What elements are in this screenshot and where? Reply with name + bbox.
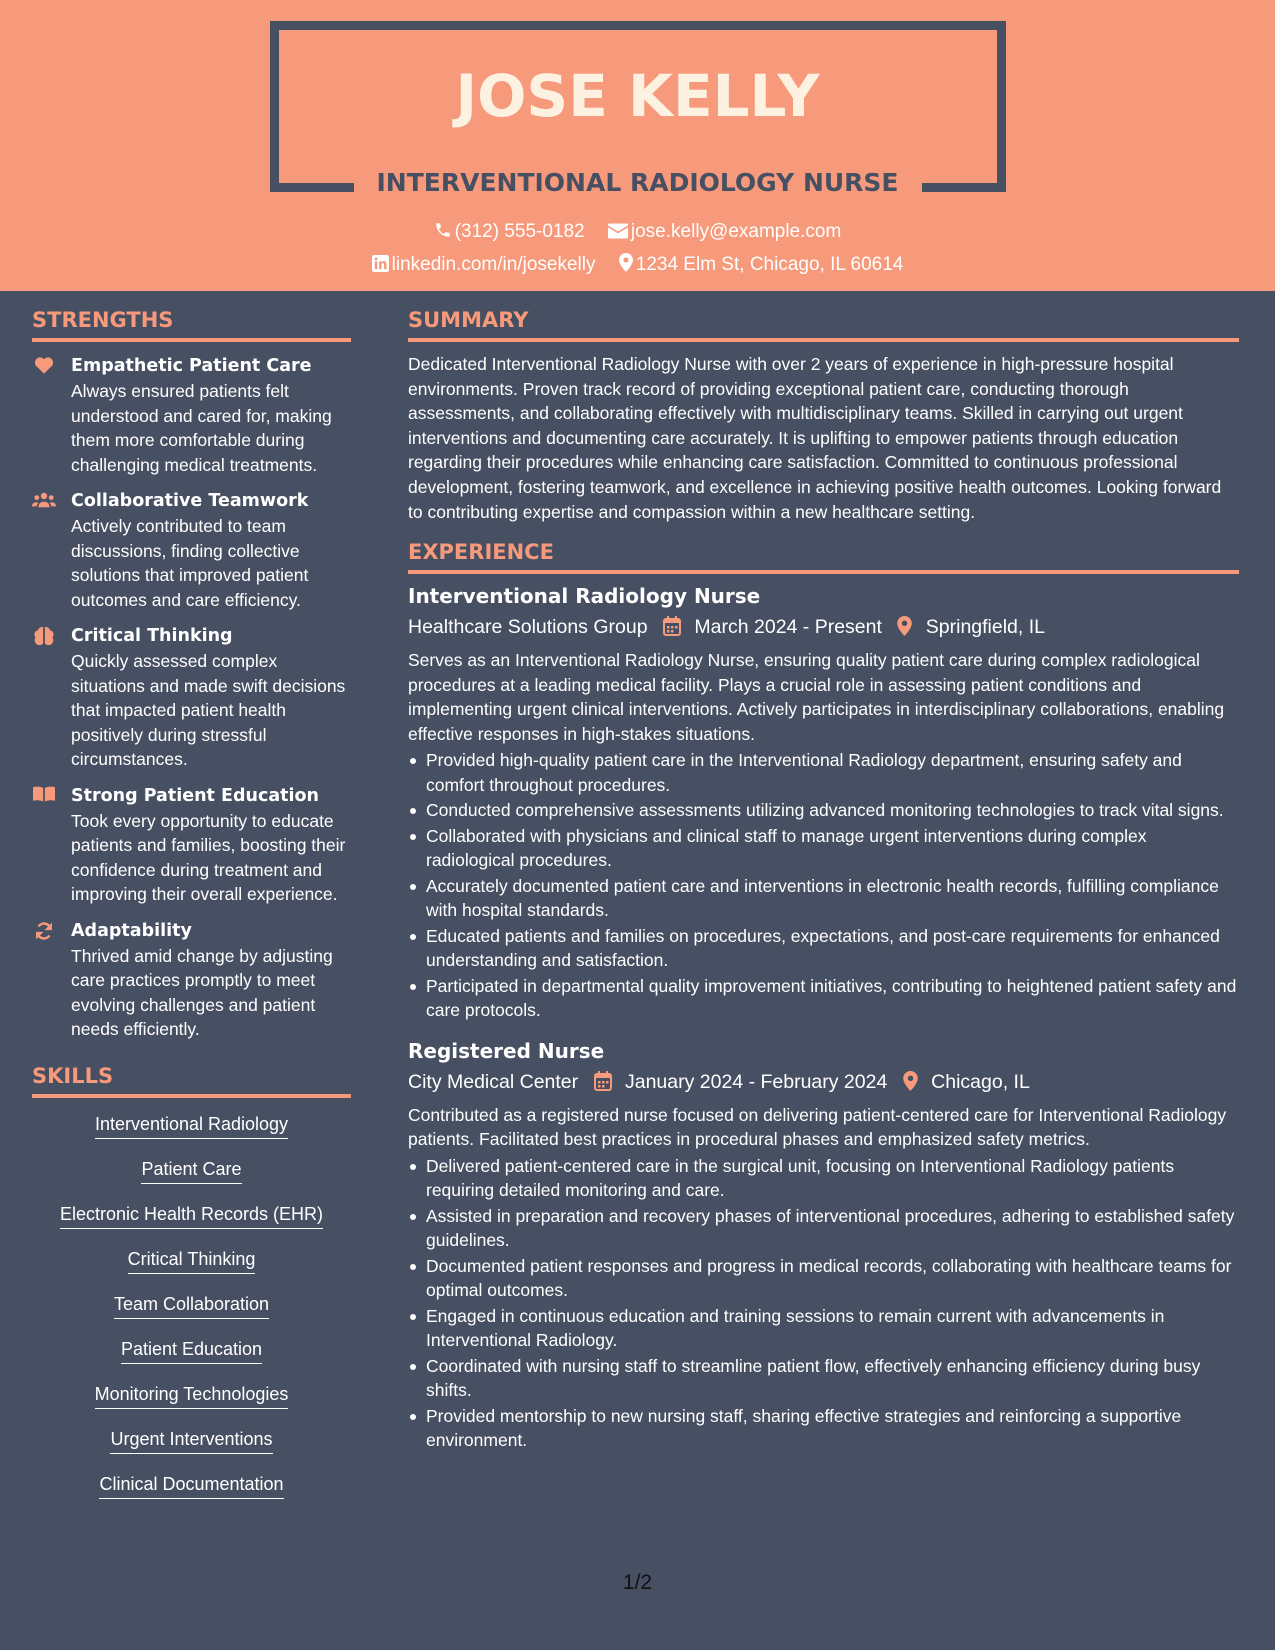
contact-address [619, 253, 904, 276]
strength-title: Empathetic Patient Care [71, 356, 312, 376]
page-number: 1/2 [622, 1571, 653, 1594]
job-bullet: Collaborated with physicians and clinical staff to manage urgent interventions during complex radiological procedures. [408, 824, 1239, 873]
skills-heading: SKILLS [32, 1064, 351, 1098]
address-text: 1234 Elm St, Chicago, IL 60614 [635, 254, 904, 275]
contact-email[interactable] [608, 221, 841, 243]
strength-item [32, 624, 351, 772]
strength-desc: Took every opportunity to educate patients and families, boosting their confidence during treatment and improving their overall experience. [71, 810, 346, 904]
skill-tag: Critical Thinking [128, 1247, 256, 1274]
summary-text: Dedicated Interventional Radiology Nurse with over 2 years of experience in high-pressure hospital environments. Proven track record of providing exceptional patient care, conducting thorough assessments, and collaborating effectively with multidisciplinary teams. Skilled in carrying out urgent interventions and documenting care accurately. It is uplifting to empower patients through education regarding their procedures while enhancing care satisfaction. Committed to continuous professional development, fostering teamwork, and excellence in achieving positive health outcomes. Looking forward to contributing expertise and compassion within a new healthcare setting. [408, 354, 1222, 522]
job-role: Interventional Radiology Nurse [408, 584, 761, 609]
skill-tag: Patient Education [121, 1337, 262, 1364]
job-location: Springfield, IL [925, 616, 1046, 639]
strength-desc: Always ensured patients felt understood and cared for, making them more comfortable during challenging medical treatments. [71, 381, 332, 475]
email-text: jose.kelly@example.com [630, 221, 842, 242]
job-bullet: Accurately documented patient care and interventions in electronic health records, fulfilling compliance with hospital standards. [408, 874, 1239, 923]
map-pin-icon [897, 616, 912, 636]
calendar-icon [663, 616, 681, 636]
linkedin-icon [372, 255, 389, 272]
job-entry [408, 1037, 1239, 1453]
resume-header [0, 0, 1275, 291]
envelope-icon [608, 223, 628, 239]
experience-section [408, 540, 1239, 1453]
job-meta [408, 1067, 1239, 1097]
skill-tag: Clinical Documentation [99, 1472, 283, 1499]
skill-tag: Urgent Interventions [110, 1427, 272, 1454]
job-bullets [408, 1154, 1239, 1453]
job-bullet: Provided high-quality patient care in the Interventional Radiology department, ensuring safety and comfort throughout procedures. [408, 748, 1239, 797]
contact-row-1 [0, 221, 1275, 243]
right-column [408, 308, 1239, 1453]
job-bullet: Coordinated with nursing staff to streamline patient flow, effectively enhancing efficiency during busy shifts. [408, 1354, 1239, 1403]
job-bullet: Assisted in preparation and recovery phases of interventional procedures, adhering to established safety guidelines. [408, 1204, 1239, 1253]
strength-title: Strong Patient Education [71, 785, 319, 806]
job-bullet: Documented patient responses and progress in medical records, collaborating with healthcare teams for optimal outcomes. [408, 1254, 1239, 1303]
brain-icon [32, 626, 56, 646]
skill-tag: Team Collaboration [114, 1292, 269, 1319]
strength-desc: Quickly assessed complex situations and made swift decisions that impacted patient health positively during stressful circumstances. [71, 651, 346, 769]
skill-tag: Monitoring Technologies [95, 1382, 289, 1409]
contact-phone[interactable] [434, 221, 585, 243]
phone-text: (312) 555-0182 [454, 221, 585, 242]
strengths-heading: STRENGTHS [32, 308, 351, 342]
job-bullet: Conducted comprehensive assessments utilizing advanced monitoring technologies to track vital signs. [408, 798, 1239, 823]
strength-item [32, 489, 351, 612]
strength-title: Collaborative Teamwork [71, 491, 309, 511]
book-icon [32, 786, 56, 806]
job-meta [408, 612, 1239, 642]
candidate-name: JOSE KELLY [455, 62, 820, 130]
calendar-icon [594, 1071, 612, 1091]
skill-tag: Patient Care [141, 1157, 241, 1184]
strength-item [32, 919, 351, 1042]
job-bullet: Participated in departmental quality improvement initiatives, contributing to heightened patient safety and care protocols. [408, 974, 1239, 1023]
users-icon [32, 491, 56, 511]
map-pin-icon [903, 1071, 918, 1091]
job-description: Serves as an Interventional Radiology Nurse, ensuring quality patient care during complex radiological procedures at a leading medical facility. Plays a crucial role in assessing patient conditions and implementing urgent clinical interventions. Actively participates in interdisciplinary collaborations, enabling effective responses in high-stakes situations. [408, 650, 1225, 744]
strength-desc: Actively contributed to team discussions, finding collective solutions that improved patient outcomes and care efficiency. [71, 516, 309, 610]
job-bullet: Delivered patient-centered care in the surgical unit, focusing on Interventional Radiology patients requiring detailed monitoring and care. [408, 1154, 1239, 1203]
skills-section [32, 1064, 351, 1517]
job-dates: March 2024 - Present [694, 616, 882, 639]
phone-icon [434, 221, 452, 239]
experience-heading: EXPERIENCE [408, 540, 1239, 574]
job-bullet: Educated patients and families on procedures, expectations, and post-care requirements for enhanced understanding and satisfaction. [408, 924, 1239, 973]
job-dates: January 2024 - February 2024 [624, 1070, 888, 1093]
strength-title: Adaptability [71, 920, 192, 941]
job-bullet: Provided mentorship to new nursing staff, sharing effective strategies and reinforcing a supportive environment. [408, 1404, 1239, 1453]
map-pin-icon [619, 253, 633, 272]
skill-tag: Electronic Health Records (EHR) [60, 1202, 323, 1229]
heart-icon [32, 356, 56, 376]
job-bullets [408, 748, 1239, 1023]
contact-linkedin[interactable] [372, 254, 596, 276]
job-description: Contributed as a registered nurse focused on delivering patient-centered care for Interventional Radiology patients. Facilitated best practices in procedural phases and emphasized safety metrics. [408, 1104, 1227, 1150]
job-role: Registered Nurse [408, 1038, 605, 1063]
linkedin-text: linkedin.com/in/josekelly [391, 254, 596, 275]
strength-title: Critical Thinking [71, 626, 233, 646]
strength-item [32, 354, 351, 477]
left-column [32, 308, 351, 1517]
skill-tag: Interventional Radiology [95, 1112, 288, 1139]
skills-list [32, 1112, 351, 1517]
job-company: City Medical Center [408, 1070, 579, 1093]
refresh-icon [32, 921, 56, 941]
strength-item [32, 784, 351, 907]
summary-heading: SUMMARY [408, 308, 1239, 342]
job-bullet: Engaged in continuous education and training sessions to remain current with advancements in Interventional Radiology. [408, 1304, 1239, 1353]
strength-desc: Thrived amid change by adjusting care practices promptly to meet evolving challenges and patient needs efficiently. [71, 945, 333, 1039]
job-entry [408, 582, 1239, 1023]
contact-row-2 [0, 253, 1275, 276]
job-company: Healthcare Solutions Group [408, 616, 648, 639]
candidate-title: INTERVENTIONAL RADIOLOGY NURSE [376, 168, 899, 197]
job-location: Chicago, IL [931, 1070, 1030, 1093]
